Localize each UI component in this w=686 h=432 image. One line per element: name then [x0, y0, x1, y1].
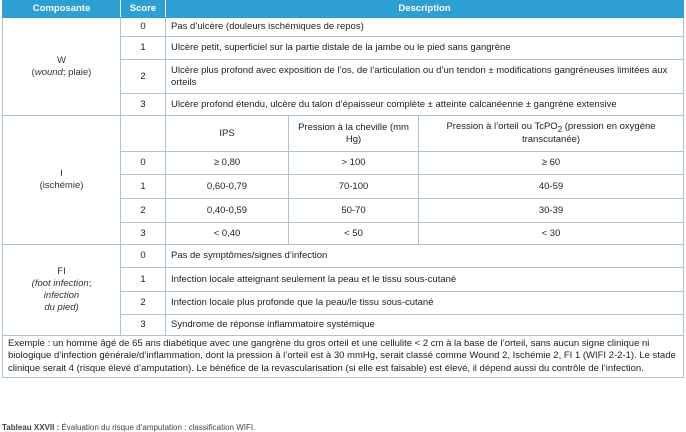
fi-desc-2: Infection locale plus profonde que la peau/le tissu sous-cutané: [166, 292, 684, 315]
i-score-2: 2: [121, 199, 166, 223]
fi-label-main: FI: [57, 266, 66, 278]
i-score-1: 1: [121, 175, 166, 199]
header-description: Description: [166, 1, 684, 18]
w-score-2: 2: [121, 60, 166, 94]
i-subheader-row: [3, 116, 684, 152]
i-ips-3: < 0,40: [166, 223, 289, 245]
w-desc-1: Ulcère petit, superficiel sur la partie distale de la jambe ou le pied sans gangrène: [166, 37, 684, 60]
w-score-0: 0: [121, 18, 166, 37]
i-ips-2: 0,40-0,59: [166, 199, 289, 223]
i-toe-1: 40-59: [419, 175, 684, 199]
i-ankle-1: 70-100: [289, 175, 419, 199]
wifi-classification-table: [2, 0, 684, 378]
w-score-3: 3: [121, 94, 166, 116]
fi-score-3: 3: [121, 315, 166, 336]
table-header-row: [3, 1, 684, 18]
i-subheader-toe: Pression à l’orteil ou TcPO$_2$ (pression en oxygène transcutanée): [419, 116, 684, 152]
caption-label: Tableau XXVII :: [2, 423, 60, 432]
caption-text: Évaluation du risque d’amputation : classification WIFI.: [59, 423, 256, 432]
i-ankle-3: < 50: [289, 223, 419, 245]
fi-score-0: 0: [121, 245, 166, 268]
w-label-main: W: [57, 54, 66, 66]
example-text: Exemple : un homme âgé de 65 ans diabétique avec une gangrène du gros orteil et une cellulite < 2 cm à la base de l’orteil, sans aucun signe clinique ni biologique d’infection générale/d’inflammation, dont la pression à l’orteil est à 30 mmHg, serait classé comme Wound 2, Ischémie 2, FI 1 (WIFI 2-2-1). Le stade clinique serait 4 (risque élevé d’amputation). Le bénéfice de la revascularisation (si elle est faisable) est élevé, il dépend aussi du contrôle de l’infection.: [3, 336, 684, 378]
i-ankle-2: 50-70: [289, 199, 419, 223]
i-label-main: I: [60, 168, 63, 180]
i-toe-0: ≥ 60: [419, 152, 684, 175]
fi-component-label: FI (foot infection; infection du pied): [3, 245, 121, 336]
fi-score-2: 2: [121, 292, 166, 315]
w-label-italic: wound: [34, 66, 63, 78]
i-component-label: [3, 116, 121, 245]
i-subheader-ankle: Pression à la cheville (mm Hg): [289, 116, 419, 152]
i-toe-3: < 30: [419, 223, 684, 245]
fi-desc-0: Pas de symptômes/signes d’infection: [166, 245, 684, 268]
i-label-sub: (ischémie): [39, 180, 84, 191]
i-ips-0: ≥ 0,80: [166, 152, 289, 175]
i-ips-1: 0,60-0,79: [166, 175, 289, 199]
header-score: Score: [121, 1, 166, 18]
fi-score-1: 1: [121, 268, 166, 292]
i-subheader-empty: [121, 116, 166, 152]
w-desc-2: Ulcère plus profond avec exposition de l’os, de l’articulation ou d’un tendon ± modifications gangréneuses limitées aux orteils: [166, 60, 684, 94]
i-score-3: 3: [121, 223, 166, 245]
w-row-0: [3, 18, 684, 37]
w-desc-0: Pas d’ulcère (douleurs ischémiques de repos): [166, 18, 684, 37]
i-subheader-ips: IPS: [166, 116, 289, 152]
header-component: Composante: [3, 1, 121, 18]
w-component-label: W (wound; plaie): [3, 18, 121, 116]
w-score-1: 1: [121, 37, 166, 60]
i-toe-2: 30-39: [419, 199, 684, 223]
fi-desc-3: Syndrome de réponse inflammatoire systémique: [166, 315, 684, 336]
example-row: [3, 336, 684, 378]
w-desc-3: Ulcère profond étendu, ulcère du talon d’épaisseur complète ± atteinte calcanéenne ± gangrène extensive: [166, 94, 684, 116]
i-score-0: 0: [121, 152, 166, 175]
i-ankle-0: > 100: [289, 152, 419, 175]
fi-desc-1: Infection locale atteignant seulement la peau et le tissu sous-cutané: [166, 268, 684, 292]
fi-row-0: [3, 245, 684, 268]
table-caption: [2, 423, 255, 432]
